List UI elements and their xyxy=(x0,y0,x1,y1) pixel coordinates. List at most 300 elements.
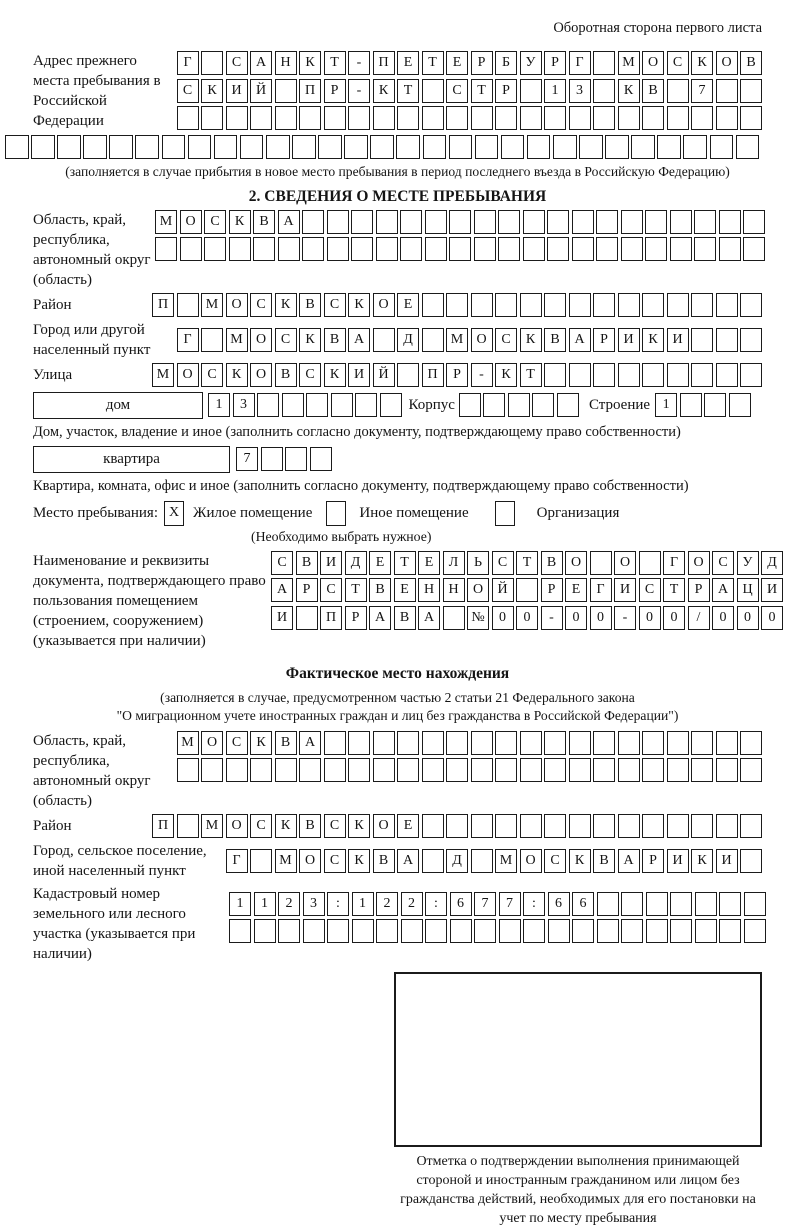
char-cell[interactable]: - xyxy=(614,606,636,630)
char-cell[interactable]: / xyxy=(688,606,710,630)
char-cell[interactable]: О xyxy=(299,849,321,873)
char-cell[interactable] xyxy=(596,210,618,234)
char-cell[interactable] xyxy=(508,393,530,417)
char-cell[interactable]: К xyxy=(275,814,297,838)
char-cell[interactable] xyxy=(83,135,107,159)
char-cell[interactable]: С xyxy=(201,363,223,387)
char-cell[interactable]: А xyxy=(271,578,293,602)
char-cell[interactable]: Р xyxy=(296,578,318,602)
char-cell[interactable]: В xyxy=(593,849,615,873)
char-cell[interactable] xyxy=(667,758,689,782)
char-cell[interactable] xyxy=(667,79,689,103)
char-cell[interactable]: 0 xyxy=(712,606,734,630)
street-row[interactable] xyxy=(152,363,762,387)
char-cell[interactable]: № xyxy=(467,606,489,630)
char-cell[interactable] xyxy=(250,106,272,130)
char-cell[interactable]: В xyxy=(740,51,762,75)
char-cell[interactable]: 2 xyxy=(376,892,398,916)
char-cell[interactable] xyxy=(474,919,496,943)
char-cell[interactable]: Е xyxy=(418,551,440,575)
char-cell[interactable]: В xyxy=(275,731,297,755)
prev-address-row-1[interactable] xyxy=(177,51,763,75)
char-cell[interactable] xyxy=(275,106,297,130)
char-cell[interactable] xyxy=(397,758,419,782)
char-cell[interactable] xyxy=(373,731,395,755)
char-cell[interactable] xyxy=(618,814,640,838)
char-cell[interactable] xyxy=(299,758,321,782)
char-cell[interactable]: 0 xyxy=(516,606,538,630)
char-cell[interactable] xyxy=(348,731,370,755)
char-cell[interactable]: - xyxy=(348,51,370,75)
char-cell[interactable]: В xyxy=(373,849,395,873)
char-cell[interactable]: Р xyxy=(593,328,615,352)
char-cell[interactable] xyxy=(621,919,643,943)
char-cell[interactable] xyxy=(520,79,542,103)
char-cell[interactable] xyxy=(302,237,324,261)
char-cell[interactable] xyxy=(621,892,643,916)
char-cell[interactable] xyxy=(204,237,226,261)
char-cell[interactable] xyxy=(590,551,612,575)
char-cell[interactable]: 1 xyxy=(544,79,566,103)
char-cell[interactable] xyxy=(740,363,762,387)
char-cell[interactable]: А xyxy=(418,606,440,630)
char-cell[interactable] xyxy=(547,237,569,261)
char-cell[interactable] xyxy=(547,210,569,234)
char-cell[interactable] xyxy=(716,814,738,838)
char-cell[interactable]: - xyxy=(348,79,370,103)
fact-district-row[interactable] xyxy=(152,814,762,838)
char-cell[interactable] xyxy=(691,363,713,387)
char-cell[interactable]: Ь xyxy=(467,551,489,575)
char-cell[interactable] xyxy=(292,135,316,159)
char-cell[interactable] xyxy=(278,919,300,943)
char-cell[interactable]: И xyxy=(348,363,370,387)
char-cell[interactable] xyxy=(579,135,603,159)
char-cell[interactable] xyxy=(422,849,444,873)
char-cell[interactable]: 0 xyxy=(492,606,514,630)
char-cell[interactable] xyxy=(376,919,398,943)
char-cell[interactable]: С xyxy=(324,849,346,873)
char-cell[interactable] xyxy=(449,237,471,261)
char-cell[interactable] xyxy=(348,758,370,782)
char-cell[interactable] xyxy=(285,447,307,471)
char-cell[interactable]: Р xyxy=(541,578,563,602)
char-cell[interactable] xyxy=(683,135,707,159)
char-cell[interactable] xyxy=(495,293,517,317)
char-cell[interactable] xyxy=(318,135,342,159)
char-cell[interactable] xyxy=(425,237,447,261)
char-cell[interactable] xyxy=(57,135,81,159)
cadastral-row-1[interactable] xyxy=(229,892,766,916)
char-cell[interactable] xyxy=(667,363,689,387)
char-cell[interactable]: У xyxy=(520,51,542,75)
char-cell[interactable] xyxy=(257,393,279,417)
char-cell[interactable] xyxy=(569,731,591,755)
char-cell[interactable] xyxy=(572,919,594,943)
char-cell[interactable] xyxy=(645,210,667,234)
char-cell[interactable]: М xyxy=(618,51,640,75)
char-cell[interactable] xyxy=(646,919,668,943)
char-cell[interactable]: 6 xyxy=(450,892,472,916)
char-cell[interactable]: Л xyxy=(443,551,465,575)
char-cell[interactable] xyxy=(520,293,542,317)
char-cell[interactable] xyxy=(201,758,223,782)
char-cell[interactable] xyxy=(397,363,419,387)
char-cell[interactable]: Е xyxy=(397,293,419,317)
char-cell[interactable]: 7 xyxy=(474,892,496,916)
char-cell[interactable] xyxy=(275,79,297,103)
char-cell[interactable] xyxy=(520,731,542,755)
char-cell[interactable]: К xyxy=(201,79,223,103)
char-cell[interactable]: 3 xyxy=(233,393,255,417)
char-cell[interactable]: А xyxy=(569,328,591,352)
char-cell[interactable]: 0 xyxy=(590,606,612,630)
char-cell[interactable] xyxy=(348,106,370,130)
char-cell[interactable] xyxy=(278,237,300,261)
char-cell[interactable]: 1 xyxy=(655,393,677,417)
char-cell[interactable] xyxy=(155,237,177,261)
char-cell[interactable]: Й xyxy=(250,79,272,103)
char-cell[interactable] xyxy=(373,758,395,782)
char-cell[interactable] xyxy=(177,758,199,782)
char-cell[interactable] xyxy=(401,919,423,943)
char-cell[interactable] xyxy=(331,393,353,417)
char-cell[interactable]: В xyxy=(275,363,297,387)
char-cell[interactable] xyxy=(544,363,566,387)
char-cell[interactable]: К xyxy=(226,363,248,387)
char-cell[interactable] xyxy=(266,135,290,159)
char-cell[interactable] xyxy=(501,135,525,159)
char-cell[interactable] xyxy=(667,293,689,317)
char-cell[interactable] xyxy=(593,363,615,387)
char-cell[interactable]: Т xyxy=(520,363,542,387)
char-cell[interactable] xyxy=(716,731,738,755)
char-cell[interactable]: Е xyxy=(394,578,416,602)
char-cell[interactable] xyxy=(572,237,594,261)
char-cell[interactable]: 0 xyxy=(761,606,783,630)
char-cell[interactable] xyxy=(422,106,444,130)
char-cell[interactable] xyxy=(548,919,570,943)
char-cell[interactable]: И xyxy=(271,606,293,630)
char-cell[interactable] xyxy=(303,919,325,943)
char-cell[interactable] xyxy=(449,135,473,159)
char-cell[interactable] xyxy=(719,210,741,234)
char-cell[interactable] xyxy=(240,135,264,159)
char-cell[interactable] xyxy=(495,731,517,755)
char-cell[interactable]: И xyxy=(618,328,640,352)
char-cell[interactable] xyxy=(553,135,577,159)
char-cell[interactable]: Г xyxy=(663,551,685,575)
char-cell[interactable]: Г xyxy=(569,51,591,75)
char-cell[interactable] xyxy=(597,892,619,916)
char-cell[interactable] xyxy=(422,758,444,782)
char-cell[interactable] xyxy=(593,51,615,75)
char-cell[interactable] xyxy=(593,814,615,838)
char-cell[interactable] xyxy=(695,919,717,943)
char-cell[interactable] xyxy=(449,210,471,234)
char-cell[interactable] xyxy=(716,79,738,103)
document-row-1[interactable] xyxy=(271,551,783,575)
char-cell[interactable]: К xyxy=(348,814,370,838)
prev-address-row-3[interactable] xyxy=(177,106,763,130)
char-cell[interactable] xyxy=(523,210,545,234)
char-cell[interactable] xyxy=(495,106,517,130)
char-cell[interactable]: С xyxy=(204,210,226,234)
char-cell[interactable] xyxy=(376,210,398,234)
char-cell[interactable]: 6 xyxy=(548,892,570,916)
char-cell[interactable]: И xyxy=(226,79,248,103)
char-cell[interactable]: Р xyxy=(345,606,367,630)
char-cell[interactable]: К xyxy=(618,79,640,103)
char-cell[interactable]: : xyxy=(523,892,545,916)
char-cell[interactable] xyxy=(523,919,545,943)
char-cell[interactable] xyxy=(446,814,468,838)
char-cell[interactable]: С xyxy=(226,731,248,755)
prev-address-row-2[interactable] xyxy=(177,79,763,103)
char-cell[interactable] xyxy=(593,106,615,130)
char-cell[interactable] xyxy=(474,210,496,234)
char-cell[interactable]: Б xyxy=(495,51,517,75)
char-cell[interactable]: О xyxy=(467,578,489,602)
char-cell[interactable] xyxy=(520,106,542,130)
char-cell[interactable] xyxy=(716,363,738,387)
char-cell[interactable]: Р xyxy=(324,79,346,103)
char-cell[interactable]: С xyxy=(492,551,514,575)
char-cell[interactable] xyxy=(499,919,521,943)
char-cell[interactable] xyxy=(400,237,422,261)
char-cell[interactable] xyxy=(177,814,199,838)
char-cell[interactable] xyxy=(694,210,716,234)
char-cell[interactable]: Д xyxy=(446,849,468,873)
char-cell[interactable]: О xyxy=(201,731,223,755)
char-cell[interactable]: Р xyxy=(688,578,710,602)
char-cell[interactable]: Д xyxy=(761,551,783,575)
char-cell[interactable] xyxy=(422,731,444,755)
char-cell[interactable]: Т xyxy=(345,578,367,602)
char-cell[interactable]: В xyxy=(541,551,563,575)
char-cell[interactable]: У xyxy=(737,551,759,575)
char-cell[interactable]: Е xyxy=(397,51,419,75)
char-cell[interactable]: О xyxy=(180,210,202,234)
char-cell[interactable]: А xyxy=(278,210,300,234)
char-cell[interactable] xyxy=(31,135,55,159)
char-cell[interactable]: К xyxy=(229,210,251,234)
region-row-2[interactable] xyxy=(155,237,765,261)
char-cell[interactable] xyxy=(667,731,689,755)
char-cell[interactable] xyxy=(324,106,346,130)
char-cell[interactable] xyxy=(716,106,738,130)
char-cell[interactable] xyxy=(5,135,29,159)
char-cell[interactable]: А xyxy=(348,328,370,352)
char-cell[interactable]: К xyxy=(250,731,272,755)
char-cell[interactable] xyxy=(177,106,199,130)
char-cell[interactable]: О xyxy=(565,551,587,575)
char-cell[interactable] xyxy=(729,393,751,417)
checkbox-residential[interactable]: X xyxy=(164,501,184,526)
char-cell[interactable]: П xyxy=(320,606,342,630)
char-cell[interactable] xyxy=(740,106,762,130)
char-cell[interactable] xyxy=(296,606,318,630)
char-cell[interactable]: К xyxy=(642,328,664,352)
char-cell[interactable] xyxy=(691,731,713,755)
char-cell[interactable] xyxy=(740,849,762,873)
char-cell[interactable] xyxy=(642,363,664,387)
char-cell[interactable]: С xyxy=(177,79,199,103)
char-cell[interactable] xyxy=(667,106,689,130)
char-cell[interactable]: Т xyxy=(663,578,685,602)
char-cell[interactable] xyxy=(422,79,444,103)
char-cell[interactable]: К xyxy=(691,51,713,75)
char-cell[interactable]: К xyxy=(373,79,395,103)
char-cell[interactable]: Д xyxy=(345,551,367,575)
char-cell[interactable]: С xyxy=(667,51,689,75)
char-cell[interactable]: В xyxy=(253,210,275,234)
char-cell[interactable]: О xyxy=(520,849,542,873)
char-cell[interactable] xyxy=(691,814,713,838)
char-cell[interactable] xyxy=(569,814,591,838)
prev-address-row-4[interactable] xyxy=(5,135,762,159)
char-cell[interactable] xyxy=(520,814,542,838)
char-cell[interactable]: 1 xyxy=(352,892,374,916)
char-cell[interactable] xyxy=(593,731,615,755)
char-cell[interactable] xyxy=(621,237,643,261)
char-cell[interactable]: С xyxy=(275,328,297,352)
char-cell[interactable] xyxy=(201,328,223,352)
char-cell[interactable]: О xyxy=(250,363,272,387)
char-cell[interactable] xyxy=(397,106,419,130)
char-cell[interactable] xyxy=(670,892,692,916)
char-cell[interactable] xyxy=(544,293,566,317)
char-cell[interactable] xyxy=(397,731,419,755)
char-cell[interactable] xyxy=(670,237,692,261)
char-cell[interactable] xyxy=(422,814,444,838)
region-row-1[interactable] xyxy=(155,210,765,234)
char-cell[interactable] xyxy=(593,758,615,782)
char-cell[interactable]: О xyxy=(716,51,738,75)
char-cell[interactable] xyxy=(162,135,186,159)
char-cell[interactable]: А xyxy=(618,849,640,873)
char-cell[interactable]: 0 xyxy=(565,606,587,630)
char-cell[interactable] xyxy=(135,135,159,159)
char-cell[interactable] xyxy=(691,293,713,317)
char-cell[interactable] xyxy=(299,106,321,130)
char-cell[interactable]: С xyxy=(299,363,321,387)
char-cell[interactable]: Н xyxy=(443,578,465,602)
char-cell[interactable] xyxy=(344,135,368,159)
char-cell[interactable] xyxy=(275,758,297,782)
char-cell[interactable] xyxy=(422,328,444,352)
checkbox-other-premises[interactable] xyxy=(326,501,346,526)
char-cell[interactable]: Г xyxy=(590,578,612,602)
char-cell[interactable]: М xyxy=(155,210,177,234)
house-number-row[interactable] xyxy=(208,393,402,417)
char-cell[interactable]: Е xyxy=(565,578,587,602)
char-cell[interactable] xyxy=(593,79,615,103)
char-cell[interactable] xyxy=(740,814,762,838)
char-cell[interactable] xyxy=(544,814,566,838)
char-cell[interactable]: 2 xyxy=(278,892,300,916)
char-cell[interactable]: И xyxy=(667,328,689,352)
char-cell[interactable]: С xyxy=(271,551,293,575)
char-cell[interactable]: Р xyxy=(642,849,664,873)
char-cell[interactable] xyxy=(254,919,276,943)
char-cell[interactable] xyxy=(396,135,420,159)
char-cell[interactable]: К xyxy=(520,328,542,352)
district-row[interactable] xyxy=(152,293,762,317)
char-cell[interactable] xyxy=(631,135,655,159)
char-cell[interactable] xyxy=(596,237,618,261)
char-cell[interactable]: К xyxy=(299,328,321,352)
char-cell[interactable] xyxy=(188,135,212,159)
char-cell[interactable] xyxy=(593,293,615,317)
char-cell[interactable] xyxy=(740,731,762,755)
char-cell[interactable] xyxy=(618,363,640,387)
char-cell[interactable] xyxy=(471,849,493,873)
char-cell[interactable] xyxy=(201,51,223,75)
char-cell[interactable] xyxy=(520,758,542,782)
char-cell[interactable] xyxy=(450,919,472,943)
char-cell[interactable]: С xyxy=(446,79,468,103)
char-cell[interactable]: А xyxy=(369,606,391,630)
char-cell[interactable]: 3 xyxy=(303,892,325,916)
char-cell[interactable] xyxy=(516,578,538,602)
char-cell[interactable] xyxy=(282,393,304,417)
char-cell[interactable]: Т xyxy=(471,79,493,103)
char-cell[interactable] xyxy=(569,758,591,782)
char-cell[interactable]: Е xyxy=(369,551,391,575)
char-cell[interactable] xyxy=(691,758,713,782)
char-cell[interactable]: Т xyxy=(394,551,416,575)
char-cell[interactable]: Р xyxy=(495,79,517,103)
char-cell[interactable] xyxy=(250,758,272,782)
char-cell[interactable] xyxy=(740,79,762,103)
char-cell[interactable]: В xyxy=(299,293,321,317)
char-cell[interactable]: : xyxy=(425,892,447,916)
char-cell[interactable]: В xyxy=(296,551,318,575)
char-cell[interactable] xyxy=(370,135,394,159)
char-cell[interactable]: С xyxy=(544,849,566,873)
char-cell[interactable]: Е xyxy=(446,51,468,75)
char-cell[interactable]: Т xyxy=(324,51,346,75)
char-cell[interactable] xyxy=(532,393,554,417)
char-cell[interactable] xyxy=(744,892,766,916)
char-cell[interactable]: 1 xyxy=(229,892,251,916)
char-cell[interactable] xyxy=(618,293,640,317)
char-cell[interactable] xyxy=(691,106,713,130)
char-cell[interactable] xyxy=(691,328,713,352)
char-cell[interactable] xyxy=(352,919,374,943)
char-cell[interactable] xyxy=(670,919,692,943)
char-cell[interactable]: Р xyxy=(471,51,493,75)
char-cell[interactable] xyxy=(373,106,395,130)
char-cell[interactable]: К xyxy=(495,363,517,387)
char-cell[interactable]: С xyxy=(250,814,272,838)
char-cell[interactable] xyxy=(310,447,332,471)
char-cell[interactable]: М xyxy=(201,814,223,838)
char-cell[interactable] xyxy=(446,106,468,130)
char-cell[interactable] xyxy=(716,328,738,352)
char-cell[interactable] xyxy=(471,731,493,755)
char-cell[interactable] xyxy=(180,237,202,261)
char-cell[interactable]: С xyxy=(712,551,734,575)
char-cell[interactable]: 0 xyxy=(663,606,685,630)
char-cell[interactable] xyxy=(642,814,664,838)
char-cell[interactable] xyxy=(253,237,275,261)
char-cell[interactable] xyxy=(645,237,667,261)
char-cell[interactable]: 7 xyxy=(499,892,521,916)
char-cell[interactable] xyxy=(694,237,716,261)
char-cell[interactable] xyxy=(327,210,349,234)
